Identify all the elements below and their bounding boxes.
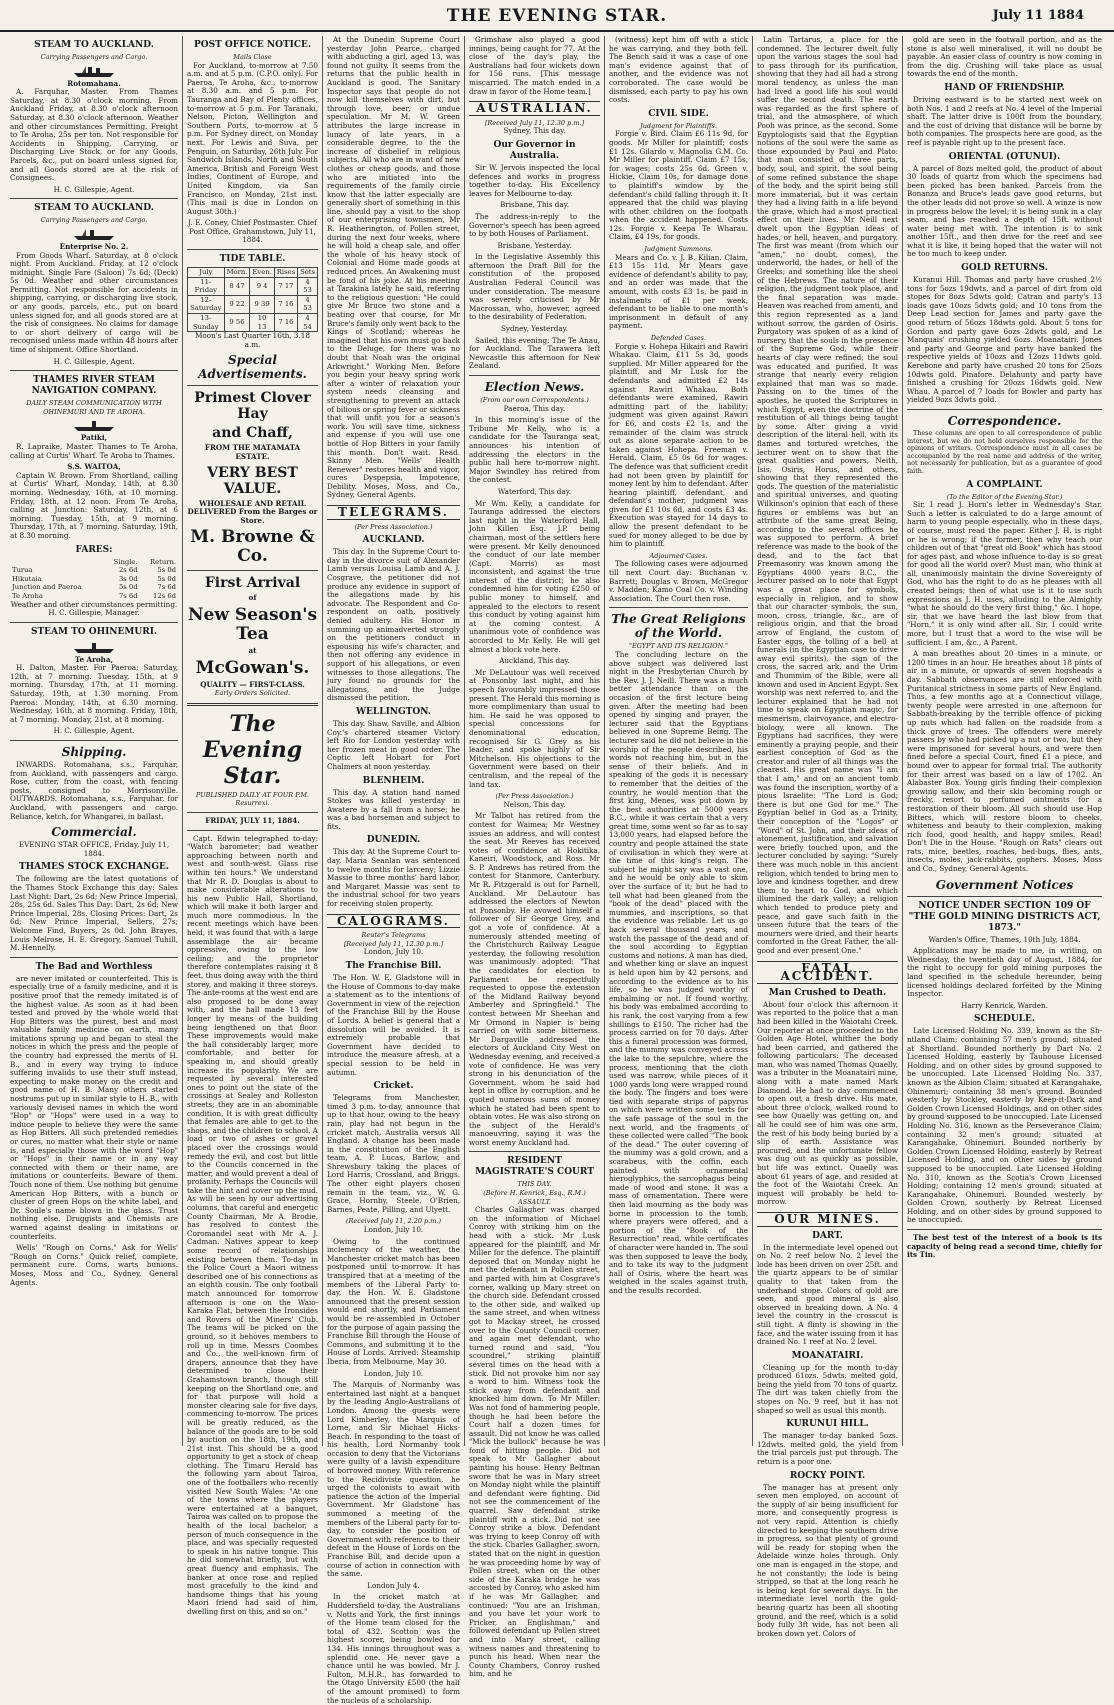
article-body: INWARDS. Rotomahana, s.s., Farquhar, from Auckland, with passengers and cargo. Rose, cutter, from the coast, with fencing posts, consigned to Morrisonville. OUTWARDS. Rotomahana, s.s., Farquhar, for Auckland, with passengers and cargo. Reliance, ketch, for Whangarei, in ballast. (10, 760, 178, 821)
editorial-note: These columns are open to all correspondence of public interest, but we do not hold ourselves responsible for the opinions of writers. Correspondence must in all cases be accompanied by the real name and address of the writer, not necessarily for publication, but as a guarantee of good faith. (907, 428, 1102, 475)
ad-heading: STEAM TO AUCKLAND. (34, 203, 154, 214)
section-heading: OUR MINES. (757, 1212, 898, 1227)
divider (469, 1151, 600, 1152)
publishing-note: PUBLISHED DAILY AT FOUR P.M. (195, 790, 310, 799)
agent-name: H. C. Gillespie, Agent. (53, 356, 135, 366)
fares-heading: FARES: (75, 544, 113, 555)
divider (10, 957, 178, 958)
article-body: This day. At the Supreme Court to-day, Maria Seanlan was sentenced to twelve months for larceny; Lizzie Massie to three months' hard labor, and Margaret Massie was sent to the industrial school for two years for receiving stolen property. (327, 847, 460, 909)
divider (10, 370, 178, 371)
section-subheading: THIS DAY. (517, 1180, 552, 1189)
ad-body: From Goods Wharf. Saturday, at 8 o'clock night. From Auckland. Friday, at 12 o'clock midnight. Single Fare (Saloon) 7s 6d; (Deck) 5s 0d. Weather and other circumstances Permitting. Not responsible for accidents in shipping, carrying, or discharging live stock, or any goods, parcels, etc., put on board unless signed for, and all goods stored are at the risk of consignees. No claims for damage to or short delivery of cargo will be recognised unless made within 48 hours after time of shipment. Office Shortland. (10, 250, 178, 355)
divider (907, 409, 1102, 410)
ship-name: Rotomahana. (67, 78, 121, 88)
notice-subheading: Mails Close (233, 53, 272, 61)
agent-name: H. C. Gillespie, Agent. (53, 726, 135, 736)
editorial-body: Capt. Edwin telegraphed to-day: "Watch barometer; bad weather approaching between north and west and south-west. Glass rise within ten hours." We understand that Mr R. D. Douglas is about to make considerable alterations to his new Public Hall, Shortland, which will make it both larger and much more commodious. In the recent meetings which have been held, it was found that with a large assemblage the air became oppressive, owing to the low ceiling; and the proprietor therefore contemplates raising it 8 feet, thus doing away with the third storey, and making it three storeys. The ante-rooms at the west end are also proposed to be done away with, and the hall made 13 feet longer by means of the building being lengthened on that floor. These improvements would make the hall considerably larger, more comfortable, and better for speaking in, and should greatly increase its popularity. We are requested by several interested ones to point out the state of the crossings at Sealey and Rolleston streets; they are in an abominable condition. It is with great difficulty that females are able to get to the shops, and the children to school. A load or two of ashes or gravel placed over the crossings would remedy the evil, and cost but little to the Councils concerned in the matter, and would prevent a deal of profanity. Perhaps the Councils will take the hint and cover up the mud. As will be seen by our advertising columns, that careful and energetic County Chairman, Mr A. Brodie, has resolved to contest the Coromandel seat with Mr A. J. Cadman. Natives appear to keep some record of relationships existing between them. To-day in the Police Court a Maori witness described one of his connections as an eighth cousin. The only football match announced for tomorrow afternoon is one on the Waio-Karaka Flat, between the Ironsides and Rovers of the Miners' Club. The teams will be picked on the ground, so it behoves members to roll up in time. Messrs Coombes and Co., the well-known firm of drapers, announce that they have determined to close their Grahamstown branch, though still keeping on the Shortland one, and for that purpose will hold a monster clearing sale for five days, commencing to-morrow. The prices will be greatly reduced, as the balance of the goods are to be sold by auction on the 18th, 19th, and 21st inst. This should be a good opportunity to get a stock of cheap clothing. The Timaru Herald has the following yarn about Tairoa, one of the footballers who recently visited New South Wales: "At one of the towns where the players were entertained at a banquet, Tairoa was called on to propose the health of the local bachelor, a person of much consequence in the place, and was specially requested to speak in his native tongue. This he did somewhat briefly, but with great fluency and emphasis. The banker at once rose and replied most gracefully to the kind and handsome things that his young Maori friend had said of him, dwelling first on this, and so on." (187, 833, 318, 1616)
divider (907, 896, 1102, 897)
ship-name: S.S. WAITOA, (67, 462, 121, 472)
divider (10, 740, 178, 741)
notice-heading: NOTICE UNDER SECTION 109 OF "THE GOLD MINING DISTRICTS ACT, 1873." (908, 900, 1101, 933)
article-body: Sir W. Jervois inspected the local defences and works in progress together to-day. His Excellency leaves for Melbourne to-day. (469, 162, 600, 198)
case-heading: Defended Cases. (650, 334, 707, 342)
article-body: In the intermediate level opened out on No. 2 reef below No. 2 level the lode has been driven on over 25ft. and the quartz appears to be of similar quality to that taken from the underhand stope. Colors of gold are seen, and good mineral is also observed in breaking down. A No. 4 level the country in the crosscut is still tight. A flinty is showing in the face, and the water issuing from it has drained No. 1 reef at No. 2 level. (757, 1242, 898, 1347)
divider (609, 607, 748, 608)
fares-col-header: Single. (113, 557, 138, 566)
dateline: BLENHEIM. (362, 775, 425, 786)
ad-line: QUALITY — FIRST-CLASS. (200, 679, 305, 689)
ad-heading: STEAM TO AUCKLAND. (34, 40, 154, 50)
article-body: Mr DeLautour was well received at Ponsonby last night, and his speech favourably impressed those present. The Herald this morning is more complimentary than usual to him. He said he was opposed to special concessions for denominational education, recognised Sir G. Grey as his leader, and spoke highly of Sir Mitchelson. His objections to the Government were based on their centralism, and the repeal of the land tax. (469, 667, 600, 789)
divider (187, 812, 318, 813)
ad-body: A. Farquhar, Master. From Thames Saturday, at 8.30 o'clock morning. From Auckland Friday, at 8.30 o'clock afternoon Saturday, at 8.30 o'clock afternoon. Weather and other circumstances Permitting. Freight to Te Aroha, 25s per ton. Not responsible for Accidents in Shipping, Carrying, or Discharging Live Stock, or for any Goods, Parcels, &c., put on board unless signed for, and all Goods stored are at the risk of Consignees. (10, 87, 178, 183)
article-heading: THAMES STOCK EXCHANGE. (18, 862, 170, 873)
ad-line: at (248, 645, 257, 655)
article-body: This day. Shaw, Saville, and Albion Coy.'s chartered steamer Victory left Rio for London yesterday with her frozen meat in good order. The Coptic left Hobart for Port Chalmers at noon yesterday. (327, 718, 460, 771)
ad-line: FROM THE MATAMATA ESTATE. (204, 443, 301, 461)
newspaper-logo: The Evening Star. (202, 710, 303, 789)
divider (187, 830, 318, 831)
ad-body: R. Lapraike, Master. Thames to Te Aroha, calling at Curtis' Wharf. Te Aroha to Thames. (10, 442, 178, 460)
dateline: DUNEDIN. (366, 835, 421, 846)
article-body: Mr Wm. Kelly, a candidate for Tauranga addressed the electors last night in the Waterford Hall, John Killen Esq. J.P. being chairman, most of the settlers here were present. Mr Kelly denounced the conduct of our late member (Capt. Morris) as most inconsistent, and against the true interest of the district; he also condemned him for voting £250 of public money to himself, and appealed to the electors to resent this conduct by voting against him at the coming contest. A unanimous vote of confidence was accorded to Mr Kelly. He will get almost a block vote here. (469, 498, 600, 654)
section-heading: Government Notices (935, 877, 1074, 892)
ad-headline: First Arrival (204, 575, 301, 592)
steamship-icon (72, 227, 116, 241)
article-heading: The Franchise Bill. (345, 961, 442, 971)
article-body: Mears and Co. v. J. B. Kilian. Claim, £13 15s 11d. Mr Mears gave evidence of defendant's ability to pay, and an order was made that the amount, with costs £3 1s, be paid in instalments of £1 per week, defendant to be liable to one month's imprisonment in default of any payment. (609, 252, 748, 331)
section-heading: Election News. (484, 380, 585, 394)
divider (187, 703, 318, 706)
dateline: Sydney, Yesterday. (500, 324, 569, 334)
article-body: Wells' "Rough on Corns." Ask for Wells' "Rough on Corns." Quick relief, complete, permanent cure. Corns, warts bunions. Moses, Moss and Co., Sydney, General Agents. (10, 1243, 178, 1287)
article-body: This day. A station hand named Stokes was killed yesterday in Awatere by a fall from a horse; he was a bad horseman and subject to fits. (327, 787, 460, 831)
filler-note: The best test of the interest of a book is its capacity of being read a second time, chiefly for its Tin. (907, 1233, 1102, 1260)
received-time: [Received July 11, 12.30 p.m.] (484, 118, 585, 127)
ad-headline: and Chaff, (212, 425, 293, 442)
case-heading: Adjourned Cases. (649, 551, 708, 560)
tide-table-heading: TIDE TABLE. (219, 254, 286, 265)
article-body: The Hon. W. E. Gladstone will in the House of Commons to-day make a statement as to the intentions of Government in view of the rejection of the Franchise Bill by the House of Lords. A belief is general that a dissolution will be avoided. It is extremely probable that Government have decided to introduce the measure afresh, at a special session to be held in autumn. (327, 973, 460, 1077)
dateline: WELLINGTON. (355, 706, 432, 717)
letter-heading: A COMPLAINT. (966, 479, 1043, 490)
article-body: Driving eastward is to be started next week on both Nos. 1 and 2 reefs at No. 4 level of the Imperial shaft. The latter drive is 100ft from the boundary, and the cost of driving that distance will be borne by both companies. The prospects here are good, as the reef is payable right up to the present face. (907, 94, 1102, 147)
column-6 (752, 35, 902, 1638)
article-subheading: Man Crushed to Death. (768, 987, 887, 998)
article-body: In this morning's issue of the Tribune Mr Kelly, who is a candidate for the Tauranga seat, announces his intention of addressing the electors in the public hall here to-morrow night. Major Swindley has retired from the contest. (469, 415, 600, 485)
schedule-body: Late Licensed Holding No. 339, known as the Sh-ntland Claim; containing 57 men's ground; situated at Shortland. Bounded northerly by Dart No. 2 Licensed Holding, easterly by Tauhouse Licensed Holding, and on other sides by ground supposed to be unoccupied. Late Licensed Holding No. 337, known as the Albion Claim; situated at Karangahake, Ohinemuri; containing 38 men's ground. Bounded westerly by Stockley, easterly by Keep-it-Dark and Golden Crown Licensed Holdings, and on other sides by ground supposed to be unoccupied. Late Licensed Holding No. 316, known as the Perseverance Claim; containing 32 men's ground; situated at Karangahake, Ohinemuri. Bounded northerly by Golden Crown Licensed Holding, easterly by Retreat Licensed Holding, and on other sides by ground supposed to be unoccupied. Late Licensed Holding No. 310, known as the Scotia's Crown Licensed Holding; containing 12 men's ground; situated at Karangahake, Ohinemuri. Bounded westerly by Golden Crown, southerly by Retreat Licensed Holding, and on other sides by ground supposed to be unoccupied. (907, 1026, 1102, 1225)
divider (469, 375, 600, 376)
letter-addressee: (To the Editor of the Evening Star.) (946, 492, 1063, 501)
table-row: 13-Sunday 9 56 10 13 7 16 4 54 (188, 314, 318, 332)
letter-body: Sir, I read J. Horn's letter in Wednesday's Star. Such a letter is calculated to do a large amount of harm to young people especially, who in these days, of course, must read the paper. Either J. H. is right or he is wrong; if the former, then why teach our children out of that "great old Book" which has stood for ages past, and whose influence to-day is so great for good all the world over? Must man, who think at all, unanimously maintain the divine Sovereignty of God, who has the right to do as he pleases with all created beings; then of what use is it to use such expressions as J. H. uses, alluding to the Almighty "what he should do the very first thing," &c. I hope, sir, that we have heard the last blow from that "Horn," it is only wind after all. Sir, I could write more, but I trust that a word to the wise will be sufficient. I am, &c., A Parent. (907, 500, 1102, 647)
article-heading: The Bad and Worthless (35, 961, 153, 972)
article-body: Telegrams from Manchester, timed 3 p.m. to-day, announce that up to that hour, owing to the heavy rain, play had not begun in the cricket match, Australia versus All England. A change has been made in the constitution of the English team, A. P. Lucas, Barlow, and Shrewsbury taking the places of Lord Harris, Crossland, and Briggs. The other eight players chosen remain in the team, viz., W. G. Grace, Hornby, Steele, O'Brien, Barnes, Peate, Pilling, and Ulyett. (327, 1093, 460, 1214)
dateline: Waterford, This day. (497, 486, 572, 496)
column-2 (182, 36, 322, 1616)
issue-date: July 11 1884 (992, 8, 1084, 23)
ad-line: Early Orders Solicited. (214, 689, 291, 698)
divider (10, 622, 178, 623)
section-heading: TELEGRAMS. (327, 505, 460, 520)
article-body: The address-in-reply to the Governor's speech has been agreed to by both Houses of Parliament. (469, 211, 600, 239)
section-heading: Shipping. (61, 745, 127, 760)
article-body: The manager has at present only seven men employed, on account of the supply of air being insufficient for more, and consequently progress is not very rapid. Attention is chiefly directed to keeping the southern drive in progress, so that plenty of ground will be ready for stoping when the Adelaide winze holes through. Only one man is engaged in the stope, and he not constantly; the lode is being stripped, so that at the long reach he is being kept for several days. In the intermediate level north the gold-bearing quartz has been all shooting ground, and the reef, which is a solid body fully 3ft wide, has not been all broken down yet. Colors of (757, 1482, 898, 1638)
mine-heading: KURUNUI HILL. (786, 1419, 869, 1430)
article-body: are never imitated or counterfeited. This is especially true of a family medicine, and it is positive proof that the remedy imitated is of the highest value. As soon as it had been tested and proved by the whole world that Hop Bitters was the purest, best and most valuable family medicine on earth, many imitations sprung up and began to steal the notices in which the press and the people of the country had expressed the merits of H. B., and in every way trying to induce suffering invalids to use their stuff instead, expecting to make money on the credit and good name of H. B. Many others started nostrums put up in similar style to H. B., with variously devised names in which the word "Hop" or "Hops" were used in a way to induce people to believe they were the same as Hop Bitters. All such pretended remedies or cures, no matter what their style or name is, and especially those with the word "Hop" or "Hops" in their name or in any way connected with them or their name, are imitations or counterfeits. Beware of them. Touch none of them. Use nothing but genuine American Hop Bitters, with a bunch or cluster of green Hops on the white label, and Dr. Soule's name blown in the glass. Trust nothing else. Druggists and Chemists are warned against dealing in imitations or counterfeits. (10, 973, 178, 1241)
article-body: The following are the latest quotations of the Thames Stock Exchange this day: Sales Last Night: Dart, 2s 6d; New Prince Imperial, 28s, 25s 6d. Sales This Day: Dart, 2s 6d; New Prince Imperial, 28s. Closing Prices: Dart, 2s 6d; New Prince Imperial, Sellers, 27s; Welcome Find, Buyers, 2s 0d. John Brayes, Louis Melrose, H. E. Gregory, Samuel Tuhill, M. Hennelly. (10, 874, 178, 953)
article-body: The following cases were adjourned till next Court day: Buchanan v. Barrett; Douglas v. Brown, McGregor v. Madden; Kamo Coal Co. v. Winding Association. The Court then rose. (609, 559, 748, 603)
case-heading: Judgment Summons. (644, 245, 713, 254)
table-row: 12-Saturday 9 22 9 39 7 16 4 53 (188, 295, 318, 313)
notice-heading: POST OFFICE NOTICE. (193, 40, 312, 50)
section-heading: AUSTRALIAN. (469, 101, 600, 116)
fares-note: Weather and other circumstances permitting. H. C. Gillespie, Manager. (10, 599, 178, 618)
steamship-icon (72, 418, 116, 432)
received-time: [Received July 11, 12.30 p.m.] (343, 939, 444, 948)
mine-heading: GOLD RETURNS. (961, 263, 1048, 274)
section-heading: FATAL ACCIDENT. (757, 961, 898, 984)
article-body: In the cricket match at Huddersfield to-day, the Australians v. Notts and York, the first innings of the Home team closed for the total of 432. Scotton was the highest scorer, being bowled for 134. His innings throughout was a splendid one. He never gave a chance until he was bowled. Mr J. Fulton, M.H.R., has forwarded to the Otago University £500 (the half of the amount promised) to form the nucleus of a scholarship. (327, 1592, 460, 1705)
divider (907, 1229, 1102, 1230)
dateline: Brisbane, Yesterday. (497, 240, 572, 250)
article-body: Charles Gallagher was charged on the information of Michael Conroy with striking him on the head with a stick. Mr Lusk appeared for the plaintiff, and Mr Miller for the defence. The plaintiff deposed that on Monday night he met the defendant in Pollen street, and parted with him at Cosgrave's corner, walking up Mary street on the church side. Defendant crossed to the other side, and walked up the same street, and when witness got to Mackay street, he crossed over to the County Council corner, and again met defendant, who turned round and said, "You scoundrel," striking plaintiff several times on the head with a stick. Did not provoke him nor say a word to him. Witness took the stick away from defendant and knocked him down. To Mr Miller: Was not fond of hammering people, though he had been before the Court half a dozen times for assault. Did not know he was called "Mick the bullock" because he was fond of hitting people. Did not speak to Mr Gallagher about painting his house. Henry Beltman swore that he was in Mary street on Monday night while the plaintiff and defendant were fighting. Did not see the commencement of the quarrel. Saw defendant strike plaintiff with a stick. Did not see Conroy strike a blow. Defendant was trying to keep Conroy off with the stick. Charles Gallagher, sworn, stated that on the night in question he was proceeding home by way of Pollen street, when on the other side of the Karaka bridge he was accosted by Conroy, who asked him if he was Mr Gallagher, and continued: "You are an Irishman, and you have let your work to Pricker, an Englishman," and followed defendant up Pollen street and into Mary street, calling witness names and threatening to punch his head. When near the County Chambers, Conroy rushed him, and he (469, 1205, 600, 1679)
section-subheading: (Before H. Kenrick, Esq., R.M.) (483, 1189, 586, 1198)
article-body: Forgie v. Hohepa Hikairi and Rawiri Whakau. Claim, £11 5s 3d, goods supplied. Mr Miller appeared for the plaintiff, and Mr Lusk for the defendants and admitted £2 14s against Rawiri Whakau. Both defendants were examined, Rawiri admitting part of the liability; judgment was given against Rawiri for £6, and costs £2 1s, and the remainder of the claim was struck out as alone separate action to be taken against Hohepa. Freeman v. Herald. Claim, £5 0s 6d for wages. The defence was that sufficient credit had not been given by plaintiff for money lent by him to defendant. After hearing plaintiff, defendant, and defendant's mother, judgment was given for £1 10s 6d, and costs £3 4s. Execution was stayed for 14 days to allow the present defendant to be sued for money alleged to be due by him to plaintiff. (609, 341, 748, 549)
fares-col-header: Return. (149, 557, 176, 566)
notice-signature: Harry Kenrick, Warden. (961, 1000, 1048, 1010)
dateline: London July 4. (367, 1580, 420, 1590)
dateline: Brisbane, This day. (499, 200, 569, 210)
section-heading: CIVIL SIDE. (648, 108, 709, 119)
masthead (0, 0, 1114, 32)
section-heading: CALOGRAMS. (327, 914, 460, 929)
motto: Resurrexi. (235, 799, 270, 808)
section-subheading: Reuter's Telegrams (361, 931, 426, 940)
mine-heading: ROCKY POINT. (789, 1470, 866, 1481)
mine-heading: MOANATAIRI. (791, 1350, 864, 1361)
divider (187, 385, 318, 386)
article-body: Cleaning up for the month to-day produced 61ozs. 5dwts. melted gold, being the yield from 70 tons of quartz. The dirt was taken chiefly from the stopes on No. 9 reef, but it has not shaped so well as usual this month. (757, 1362, 898, 1415)
section-subheading: (From our own Correspondents.) (480, 396, 589, 404)
tide-table: July Morn. Even. Rises Sets 11-Friday 8 47 9 4 7 17 4 53 12-Saturday 9 22 9 39 7 16 4 53 13-Sunday 9 56 10 13 7 16 4 54 (187, 267, 318, 332)
article-body: Sailed, this evening: The Te Anau, for Auckland. The Tarawera left Newcastle this afternoon for New Zealand. (469, 335, 600, 371)
dateline: London, July 10. (363, 947, 424, 957)
moon-phase: Moon's Last Quarter 16th, 3.18 a.m. (195, 331, 310, 349)
article-body: Owing to the continued inclemency of the weather, the Manchester cricket match has been postponed until to-morrow. It has transpired that at a meeting of the members of the Liberal Party to-day, the Hon. W. E. Gladstone announced that the present session would end shortly, and Parliament would be re-assembled in October for the purpose of again passing the Franchise Bill through the House of Commons, and submitting it to the House of Lords. Arrived: Steamship Iberia, from Melbourne, May 30. (327, 1236, 460, 1366)
newspaper-title: THE EVENING STAR. (446, 6, 668, 26)
table-row: Hikutaia 3s 0d 5s 0d (12, 574, 176, 583)
dateline: London, July 10. (363, 1225, 424, 1235)
table-row: 11-Friday 8 47 9 4 7 17 4 53 (188, 277, 318, 295)
article-heading: Cricket. (373, 1081, 414, 1092)
dateline: Sydney, This day. (503, 126, 566, 136)
article-body: About four o'clock this afternoon it was reported to the police that a man had been killed in the Waiotahi Creek. Our reporter at once proceeded to the Golden Age Hotel, whither the body had been carried, and gathered the following particulars: The deceased man, who was named Thomas Quaelly, was a tributer in the Moanatairi mine, along with a mate named Mark Diamond. He had to day commenced to open out a fresh drive. His mate, about three o'clock, walked round to see how Quaelly was getting on, and all he could see of him was one arm, the rest of his body being buried by a slip of earth. Assistance was procured, and the unfortunate fellow was dug out as quickly as possible, but life was extinct. Quaelly was about 61 years of age, and resided at the foot of the Waiotahi Creek. An inquest will probably be held to-morrow. (757, 999, 898, 1207)
ad-headline: VERY BEST VALUE. (207, 464, 298, 497)
agent-name: H. C. Gillespie, Agent. (53, 184, 135, 194)
ad-subheading: Carrying Passengers and Cargo. (40, 216, 148, 225)
column-5 (604, 36, 752, 1446)
article-body: Grimshaw also played a good innings, being caught for 77. At the close of the day's play, the Australians had four wickets down for 156 runs. [This message miscarried. The match ended in a draw in favor of the Home team.] (469, 35, 600, 96)
table-row: Te Aroha 7s 6d 12s 6d (12, 591, 176, 600)
divider (10, 198, 178, 199)
article-body: The manager to-day banked 5ozs. 12dwts. melted gold, the yield from the trial parcels just put through. The return is a poor one. (757, 1431, 898, 1467)
schedule-heading: SCHEDULE. (973, 1014, 1035, 1025)
article-body: Kuranui Hill. Thomas and party have crushed 2½ tons for 5ozs 19dwts, and a parcel of dirt from old stopes for 8ozs 5dwts gold; Catran and party's 13 loads gave 10ozs 5dwts gold; and 10 tons from the Deep Lead section for James and party gave the good return of 56ozs 18dwts gold. About 5 tons for Gordon and party gave 6ozs 2dwts gold, and Le Manquais' crushing yielded 6ozs. Moanatairi. Jones and party and George and party have banked the respective yields of 10ozs and 12ozs 11dwts gold. Kerebone and party have crushed 20 tons for 25ozs 10dwts gold. Pinafore. Delahunty and party have finished a crushing for 20ozs 16dwts gold. New Whau. A parcel of 7 loads for Bowler and party has yielded 9ozs 3dwts gold. (907, 275, 1102, 405)
ship-name: Enterprise No. 2. (59, 241, 129, 251)
column-3 (322, 35, 464, 1705)
article-body: A parcel of 8ozs melted gold, the product of about 30 loads of quartz from which the specimens had been picked has been banked. Parcels from the Bonanza and Bruce's leads gave good returns, but the other leads did not prove so well. A winze is now in progress below the level; it is being sunk in a clay seam, and has reached a depth of 15ft. without water being met with. The intention is to sink another 15ft., and then drive for the reef and see what it is like, it being hoped that the water will not be too much to keep under. (907, 163, 1102, 259)
article-body: Forgie v. Bird. Claim £6 11s 9d, for goods. Mr Miller for plaintiff; costs £1 12s. Gilardo v. Magnolia G.M. Co. Mr Miller for plaintiff. Claim £7 15s, for wages; costs 25s 6d. Green v. Hickie. Claim 10s, for damage done to plaintiff's window by the defendant's child falling through it. It appeared that the child was playing with other children on the footpath when the accident happened. Costs 12s. Forgie v. Keepa Te Wharau. Claim, £4 19s, for goods. (609, 129, 748, 242)
section-subheading: (Per Press Association.) (354, 522, 433, 531)
ad-body: Captain W. Brown. From Shortland, calling at Curtis' Wharf, Monday, 14th, at 8.30 morning. Wednesday, 16th, at 10 morning. Friday, 18th, at 12 noon. From Te Aroha, calling at Junction: Saturday, 12th, at 6 morning. Tuesday, 15th, at 9 morning. Thursday, 17th, at 7 morning. Saturday, 19th, at 8.30 morning. (10, 470, 178, 540)
dateline: AUCKLAND. (362, 535, 425, 546)
divider (187, 570, 318, 571)
article-body: gold are seen in the footwall portion, and as the stone is also well mineralised, it will no doubt be payable. An easier class of country is now coming in from the dig. Crushing will take place as usual towards the end of the month. (907, 35, 1102, 79)
column-1 (6, 36, 182, 1446)
ad-body: H. Dalton, Master. For Paeroa: Saturday, 12th, at 7 morning. Tuesday, 15th, at 9 morning. Thursday, 17th, at 11 morning. Saturday, 19th, at 1.30 morning. From Paeroa: Monday, 14th, at 6.30 morning. Wednesday, 16th, at 8 morning. Friday, 18th, at 7 morning. Monday, 21st, at 8 morning. (10, 663, 178, 724)
article-heading: The Great Religions of the World. (611, 612, 746, 641)
section-heading: RESIDENT MAGISTRATE'S COURT (475, 1156, 594, 1178)
ad-heading: STEAM TO OHINEMURI. (30, 626, 158, 637)
article-body: Latin Tartarus, a place for the condemned. The lecturer dwelt fully upon the various stages the soul had to pass through for its purification, showing that they had all had a strong moral tendency, as unless the man had lived a good life his soul would suffer the second death. The earth was regarded as the first sphere of trial, and the atmosphere, of which Pooh was prince, as the second. Some Egyptologists said that the Egyptian notions of the soul were the same as those expounded by Paul and Plato: that man consisted of three parts, body, soul, and spirit, the soul being of some refined substance the shape of the body, and the spirit being still more immaterial, but it was certain they had a living faith in a life beyond the grave, which had a most practical effect on their lives. Mr Neill next dwelt upon the Egyptian ideas of hades, or hell, heaven, and purgatory. The first was meant (from which our "amen," no doubt, comes), the underworld, the hades, or hell of the Greeks; and something like the sheol of the Hebrews. The nature of their religion, the judgment took place, and the final separation was made. Heaven was reached from amenti, and this region represented as a land without sorrow, the garden of Osiris. Purgatory was spoken of as a kind of nursery, that the souls in the presence of the Supreme God, while their hearts of clay were refined; the soul was educated and purified. It was strange that nearly every religion explained that man was so made. Passing on to the times of the apostles, he quoted the Scriptures in which Egypt, even the doctrine of the restitution of all things being taught by some. After giving a vivid description of the literal hell, with its flames and tortured wretches, the lecturer went on to show that the great qualities and powers, Neith, Isis, Osiris, Horus, and others, showing that they represented the gods. The question of the materialistic and spiritual universes, and quoting Wilkinson's opinion that each of these figures or emblems was but an attribute of the same great Being, according to the several offices he was supposed to perform. A brief reference was made to the book of the dead, and to the fact that Freemasonry was known among the Egyptians 4000 years B.C., the lecturer passed on to note that Egypt was a great place for symbols, especially in religion, and to show that our character symbols, the sun, moon, cross, triangle, &c., are of religious origin, and that the broad arrow of England, the custom of Easter eggs, the tolling of a bell at funerals (in the Egyptian case to drive away evil spirits), the sign of the cross, the sacred ark, and the Urim and Thummim of the Bible, were all known and used in Ancient Egypt. Sex worship was next referred to, and the lecturer explained that he had not time to speak on Egyptian magic, for mesmerism, clairvoyance, and electro-biology, were all known. The Egyptians had sacrifices, they were eminently a praying people, and their earliest conception of God as the creator and ruler of all things was the clearest. His great name was "I am that I am," and on an ancient tomb was found the inscription, worthy of a pious Israelite: "The Lord is God; there is but one God for me." The Egyptian belief in God as a Trinity, their conception of the "Logos" or "Word" of St. John, and their ideas of atonement, justification, and salvation were briefly touched upon, and the lecturer concluded by saying: "Surely there was much noble in this ancient religion, which tended to bring men to love and kindness together, and drew them to heart to God, and which illumined the dark valley; a religion which tended to produce piety and peace, and gave such faith in the unseen future that the tears of the mourners were dried, and their hearts comforted in the Great Father, the all-good and ever present One." (757, 35, 898, 955)
article-heading: Our Governor in Australia. (493, 139, 576, 161)
section-subheading: EVENING STAR OFFICE, Friday, July 11, 1884. (18, 840, 170, 858)
ad-headline: New Season's Tea (187, 604, 318, 644)
ad-firm-name: M. Browne & Co. (190, 527, 315, 567)
steamship-icon (72, 640, 116, 654)
notice-signature: J. E. Coney, Chief Postmaster. Chief Post Office, Grahamstown, July 11, 1884. (188, 218, 317, 245)
ship-name: Patiki, (80, 433, 108, 443)
case-heading: Judgment for Plaintiffs. (640, 121, 717, 130)
case-heading: ASSAULT. (518, 1197, 551, 1206)
edition-date: FRIDAY, JULY 11, 1884. (205, 815, 300, 825)
dateline: Nelson, This day. (503, 799, 566, 809)
ad-line: WHOLESALE AND RETAIL DELIVERED From the Barges or Store. (187, 498, 318, 525)
table-row: Turua 2s 6d 5s 0d (12, 566, 176, 575)
notice-body: Applications may be made to me, in writing, on Wednesday, the twentieth day of August, 1884, for the right to occupy for gold mining purposes the land specified in the schedule hereunder, being licensed holdings declared forfeited by the Mining Inspector. (907, 946, 1102, 999)
article-body: The Marquis of Normanby was entertained last night at a banquet by the leading Anglo-Australians of London. Among the guests were Lord Kimberley, the Marquis of Lorne, and Sir Michael Hicks-Beach. In responding to the toast of his health, Lord Normanby took occasion to deny that the Victorians were guilty of a lavish expenditure of borrowed money. With reference to the Recidiviste question, he urged the colonists to await with patience the action of the Imperial Government. Mr Gladstone has summoned a meeting of the members of the Liberal party for to-day, to consider the position of Government with reference to their defeat in the House of Lords on the Franchise Bill, and decide upon a course of action in connection with the same. (327, 1380, 460, 1579)
article-body: In the Legislative Assembly this afternoon the Draft Bill for the constitution of the proposed Australian Federal Council was under consideration. The measure was severely criticised by Mr Macrossan, who, however, agreed to the desirability of Federation. (469, 252, 600, 322)
divider (187, 249, 318, 250)
steamship-icon (72, 64, 116, 78)
mine-heading: ORIENTAL (OTUNUI). (948, 151, 1061, 162)
article-body: A man breathes about 20 times in a minute, or 1200 times in an hour. He breathes about 18 pints of air in a minute, or upwards of seven hogsheads a day. Sabbath observances are still enforced with Puritanical strictness in some parts of New England. Thus, a few months ago at a Connecticut village, twenty people were arrested in one afternoon for Sabbath-breaking by the terrible offence of picking up nuts which had fallen on the roadside from a thick grove of trees. The offenders were merely passers by who had picked up a nut or two, but they were imprisoned for several hours, and were then fined before a special Court, fined £1 a piece, and bound over to appear for formal trial. The authority for their arrest was based on a law of 1702. An Alabaster Box. Young girls finding their complexion growing sallow, and their skin becoming rough or freckly, resort to perfumed ointments for a restoration of their bloom. All such should use Hop Bitters, which will restore bloom to cheeks, whiteness and beauty to their complexion, making rich food, good health, and happy smiles. Read! Don't Die in the House. "Rough on Rats" clears out rats, mice, beetles, roaches, bed-bugs, flies, ants, insects, moles, jack-rabbits, gophers. Moses, Moss and Co., Sydney, General Agents. (907, 649, 1102, 874)
section-heading: Special Advertisements. (198, 353, 307, 382)
notice-body: For Auckland, to-morrow at 7.50 a.m. and at 5 p.m. (C.P.O. only). For Paeroa, Te Aroha, &c., to-morrow at 8.30 a.m. and 5 p.m. For Tauranga and Bay of Plenty offices, to-morrow at 5 p.m. For Taranaki, Nelson, Picton, Wellington and Southern Ports, to-morrow at 5 p.m. For Sydney direct, on Monday next. For Lewis and Suva, per Penguin, on Saturday, 26th July. For Sandwich Islands, North and South America, British and Foreign West Indies, Continent of Europe, and United Kingdom, via San Francisco, on Monday, 21st inst. (This mail is due in London on August 30th.) (187, 60, 318, 216)
dateline: London, July 10. (363, 1368, 424, 1378)
ad-subheading: DAILY STEAM COMMUNICATION WITH OHINEMURI AND TE AROHA. (26, 399, 162, 416)
section-subheading: (Per Press Association.) (495, 792, 574, 801)
fares-table (10, 558, 178, 601)
received-time: (Received July 11, 2.20 p.m.) (345, 1217, 442, 1226)
article-body: The concluding lecture on the above subject was delivered last night in the Presbyterian Church by the Rev. J. J. Neill. There was a much better attendance than on the occasion of the first lecture being given. After the meeting had been opened by singing and prayer, the lecturer said that the Egyptians believed in one Supreme Being. The lecturer said he did not believe in the worship of the people described, his words not reaching him, but in the sense of their beliefs. And in speaking of the gods it is necessary to remember that the deities of the country, he would mention that the first king, Menes, was put down by the best authorities at 5000 years B.C., while it was certain that a very great time, some went so far as to say 13,000 years, had elapsed before the country and people attained the state of civilisation in which they were at the time of this king's reign. The subject he might say was a vast one, and he would be only able to skim over the surface of it; but he had to tell what had been gleaned from the "book of the dead" placed with the mummies, and inscriptions, so that the evidence was reliable. Let us go back several thousand years, and watch the passage of the dead and of the soul according to Egyptian customs and notions. A man has died, and whether king or slave an inquest is held upon him by 42 persons, and according to the evidence as to his life, so he was judged worthy of embalming or not. If found worthy, his body was embalmed according to his rank, the cost varying from a few shillings to £150. The richer had the process carried on for 70 days. After this a funeral procession was formed, and the mummy was conveyed across the lake to the sepulchre, where the process, mentioning that the cloth used was narrow, while pieces of it 1000 yards long were wrapped round the body. The fingers and toes were tied with separate strips of papyrus on which were written some texts for the safe passage of the soul in the next world, and the fragments of these collected were called "The book of the dead." The outer covering of the mummy was a gold crown, and a scarabeus, with the coffin, each painted with ornamental hieroglyphics, the sarcophagus being made of wood and stone. It was a mass of ornamentation. There were then laid mourning as the body was borne in procession to the tomb, where prayers were offered, and a portion of the "Book of the Resurrection" read, while certificates of character were handed in. The soul was then supposed to leave the body, and to take its way to the judgment hall of Osiris, where the heart was weighed in the scales against truth, and the results recorded. (609, 650, 748, 1295)
article-body: At the Dunedin Supreme Court yesterday John Pearce, charged with abducting a girl, aged 13, was found not guilty. It seems from the returns that the public health in Auckland is good. The Sanitary Inspector says that people do not now kill themselves with dirt, but through love, beer, or undue speculation. Mr M. W. Green attributes the large increase in lunacy of late years, in a considerable degree, to the the increase of disbelief in religious subjects. All who are in want of new clothes or cheap goods, and those who are initiated into the requirements of the family circle know that the latter especially are generally short of something in this line, should pay a visit to the shop of our enterprising townsmen, Mr R. Heatherington, of Pollen street, during the next four weeks, where he will hold a cheap sale, and offer the whole of his heavy stock of Colonial and Home made goods at reduced prices. An Awakening must be fond of his joke. At his meeting at Tarakina lately he said, referring to the religious question: "He could give Mr Bruce two stone and a beating over that course, for Mr Bruce's family only went back to the Kings of Scotland; whereas he imagined that his own must go back to the Deluge, for there was no doubt that Noah was the original Arkwright." Working Men. Before you begin your heavy spring work after a winter of relaxation your system needs cleansing and strengthening to prevent an attack of bilious or spring fever or sickness that will unfit you for a season's work. You will save time, sickness and expense if you will use one bottle of Hop Bitters in your family this month. Don't wait. Read. Skinny Men. "Wells' Health Renewer" restores health and vigor, cures Dyspepsia, Impotence, Debility. Moses, Moss, and Co., Sydney, General Agents. (327, 35, 460, 500)
notice-office: Warden's Office, Thames, 10th July, 1884. (928, 934, 1081, 944)
article-body: (witness) kept him off with a stick he was carrying, and they both fell. The Bench said it was a case of one man's evidence against that of another, and the evidence was not corroborated. The case would be dismissed, each party to pay his own costs. (609, 35, 748, 105)
column-4 (464, 35, 604, 1679)
column-7 (902, 36, 1106, 1446)
ship-name: Te Aroha, (74, 654, 114, 664)
article-body: This day. In the Supreme Court to-day in the divorce suit of Alexander Lamb versus Louisa Lamb and A. J. Cosgrave, the petitioner did not produce any evidence in support of the allegations made by his advocate. The Respondent and Co-respondent on oath, positively denied adultery. His Honor in summing up animadverted strongly on the petitioners conduct in espousing his wife's character, and then not offering any evidence in support of his allegations, or even witnesses to those allegations. The jury found no grounds for the allegations, and the Judge dismissed the petition. (327, 547, 460, 703)
mine-heading: HAND OF FRIENDSHIP. (944, 82, 1065, 93)
article-subheading: "EGYPT AND ITS RELIGION." (629, 642, 728, 651)
article-body: Mr Talbot has retired from the contest for Waimea; Mr Westney issues an address, and will contest the seat. Mr Reeves has received votes of confidence at Hokitika, Kaneiri, Woodstock, and Ross. Mr S. P. Andrews has retired from the contest for Stanmore, Canterbury. Mr R. Fitzgerald is out for Parnell, Auckland. Mr DeLautour has addressed the electors of Newton at Ponsonby. He avowed himself a follower of Sir George Grey, and got a vote of confidence. At a numerously attended meeting of the Christchurch Railway League yesterday, the following resolution was unanimously adopted: "That the candidates for election to Parliament be respectfully requested to oppose the extension of the Midland Railway beyond Amberley and Springfield." The contest between Mr Sheehan and Mr Ormond in Napier is being carried on with some bitterness. Mr Dargaville addressed the electors of Auckland City West on Wednesday evening, and received a vote of confidence. He was very strong in his denunciation of the Government, whom he said had kept in office by corruption, and he quoted numerous sums of money which he stated had been spent to obtain votes. He was also strong on the subject of the Herald's manoeuvring, saying it was the worst enemy Auckland had. (469, 811, 600, 1147)
ad-firm-name: McGowan's. (195, 657, 310, 678)
ad-subheading: Carrying Passengers and Cargo. (40, 53, 148, 61)
dateline: Paeroa, This day. (503, 403, 566, 413)
section-heading: Commercial. (51, 825, 137, 840)
ad-line: of (248, 593, 257, 603)
section-heading: Correspondence. (947, 413, 1062, 428)
table-row: Junction and Paeroa 5s 0d 7s 6d (12, 583, 176, 592)
ad-heading: THAMES RIVER STEAM NAVIGATION COMPANY. (31, 375, 157, 397)
dateline: Auckland, This day. (499, 656, 570, 666)
ad-headline: Primest Clover Hay (194, 390, 311, 423)
mine-heading: DART. (812, 1230, 843, 1241)
